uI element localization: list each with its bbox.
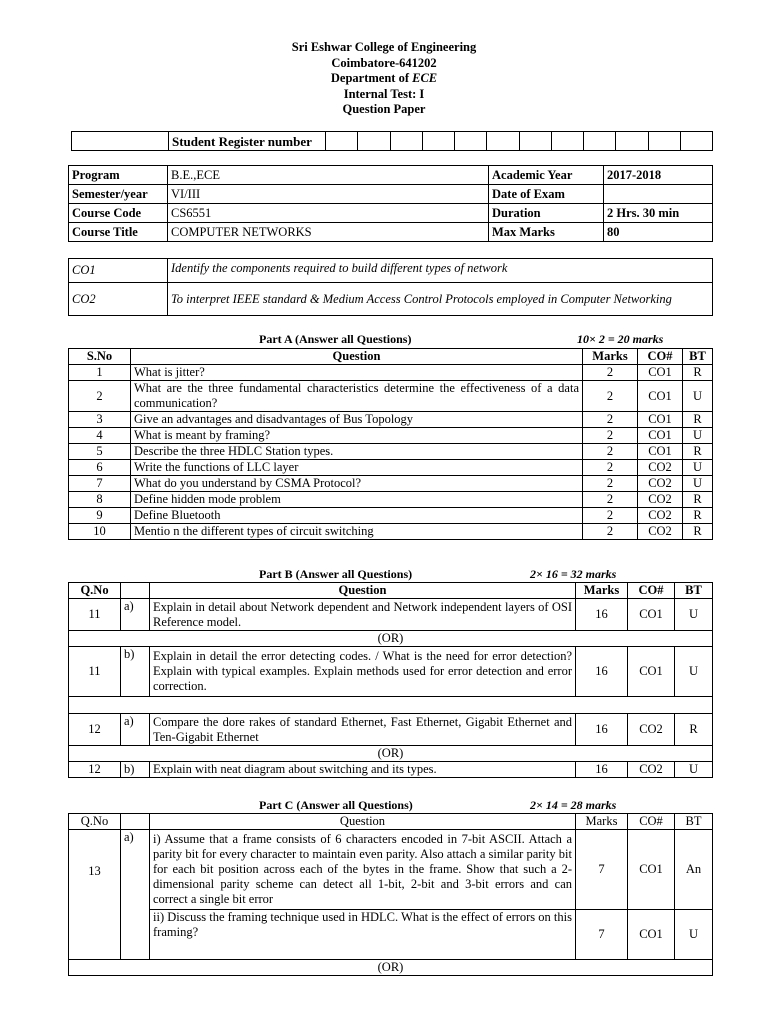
register-table bbox=[71, 131, 713, 151]
semester-label: Semester/year bbox=[69, 185, 168, 204]
question-bt: R bbox=[675, 714, 713, 746]
table-row bbox=[69, 830, 713, 910]
question-text: Write the functions of LLC layer bbox=[131, 460, 583, 476]
paper-header bbox=[0, 40, 768, 118]
register-box[interactable] bbox=[487, 132, 519, 151]
row-number: 3 bbox=[69, 412, 131, 428]
question-text: What is meant by framing? bbox=[131, 428, 583, 444]
register-box[interactable] bbox=[616, 132, 648, 151]
table-row bbox=[69, 381, 713, 412]
or-divider: (OR) bbox=[69, 631, 713, 647]
part-c-header-marks: Marks bbox=[576, 814, 628, 830]
course-title-label: Course Title bbox=[69, 223, 168, 242]
question-marks: 2 bbox=[583, 381, 638, 412]
part-c-header-bt: BT bbox=[675, 814, 713, 830]
question-marks: 2 bbox=[583, 444, 638, 460]
row-number: 9 bbox=[69, 508, 131, 524]
question-bt: U bbox=[675, 647, 713, 697]
part-b-header-marks: Marks bbox=[576, 583, 628, 599]
part-b-table bbox=[68, 582, 713, 778]
question-marks: 2 bbox=[583, 508, 638, 524]
date-of-exam-value bbox=[604, 185, 713, 204]
academic-year-value: 2017-2018 bbox=[604, 166, 713, 185]
part-c-header-co: CO# bbox=[628, 814, 675, 830]
question-text: ii) Discuss the framing technique used in HDLC. What is the effect of errors on this framing? bbox=[150, 910, 576, 960]
question-co: CO1 bbox=[628, 830, 675, 910]
row-number: 5 bbox=[69, 444, 131, 460]
row-number: 6 bbox=[69, 460, 131, 476]
question-co: CO2 bbox=[628, 714, 675, 746]
question-number: 11 bbox=[69, 599, 121, 631]
question-bt: U bbox=[675, 762, 713, 778]
register-box[interactable] bbox=[551, 132, 583, 151]
academic-year-label: Academic Year bbox=[489, 166, 604, 185]
question-co: CO1 bbox=[638, 381, 683, 412]
table-row bbox=[69, 428, 713, 444]
question-co: CO1 bbox=[628, 910, 675, 960]
question-text: Mentio n the different types of circuit switching bbox=[131, 524, 583, 540]
date-of-exam-label: Date of Exam bbox=[489, 185, 604, 204]
question-marks: 16 bbox=[576, 762, 628, 778]
duration-value: 2 Hrs. 30 min bbox=[604, 204, 713, 223]
part-c-header-question: Question bbox=[150, 814, 576, 830]
table-row bbox=[69, 910, 713, 960]
question-bt: R bbox=[683, 412, 713, 428]
course-outcomes-table bbox=[68, 258, 713, 316]
sub-question: b) bbox=[121, 647, 150, 697]
question-bt: R bbox=[683, 524, 713, 540]
row-number: 4 bbox=[69, 428, 131, 444]
question-marks: 2 bbox=[583, 524, 638, 540]
question-number: 11 bbox=[69, 647, 121, 697]
part-a-header-question: Question bbox=[131, 349, 583, 365]
register-box[interactable] bbox=[584, 132, 616, 151]
question-bt: An bbox=[675, 830, 713, 910]
register-box[interactable] bbox=[390, 132, 422, 151]
question-number: 12 bbox=[69, 762, 121, 778]
program-label: Program bbox=[69, 166, 168, 185]
table-row bbox=[69, 647, 713, 697]
table-row bbox=[69, 762, 713, 778]
part-b-header-bt: BT bbox=[675, 583, 713, 599]
question-co: CO1 bbox=[638, 412, 683, 428]
question-co: CO1 bbox=[628, 647, 675, 697]
question-marks: 16 bbox=[576, 599, 628, 631]
course-info-table bbox=[68, 165, 713, 242]
question-text: Define Bluetooth bbox=[131, 508, 583, 524]
part-a-header-co: CO# bbox=[638, 349, 683, 365]
sub-question: a) bbox=[121, 830, 150, 960]
paper-type: Question Paper bbox=[342, 102, 426, 116]
row-number: 1 bbox=[69, 365, 131, 381]
duration-label: Duration bbox=[489, 204, 604, 223]
course-code-label: Course Code bbox=[69, 204, 168, 223]
register-box[interactable] bbox=[358, 132, 390, 151]
question-co: CO1 bbox=[638, 365, 683, 381]
table-row bbox=[69, 524, 713, 540]
course-title-value: COMPUTER NETWORKS bbox=[168, 223, 489, 242]
question-co: CO1 bbox=[628, 599, 675, 631]
register-box[interactable] bbox=[326, 132, 358, 151]
question-co: CO1 bbox=[638, 428, 683, 444]
table-row bbox=[69, 599, 713, 631]
question-bt: U bbox=[683, 476, 713, 492]
question-marks: 16 bbox=[576, 714, 628, 746]
row-number: 10 bbox=[69, 524, 131, 540]
question-marks: 2 bbox=[583, 492, 638, 508]
question-text: Explain with neat diagram about switching and its types. bbox=[150, 762, 576, 778]
register-box[interactable] bbox=[455, 132, 487, 151]
row-number: 7 bbox=[69, 476, 131, 492]
table-row bbox=[69, 508, 713, 524]
table-row bbox=[69, 476, 713, 492]
sub-question: b) bbox=[121, 762, 150, 778]
question-marks: 16 bbox=[576, 647, 628, 697]
register-box[interactable] bbox=[680, 132, 712, 151]
question-co: CO2 bbox=[628, 762, 675, 778]
question-co: CO2 bbox=[638, 492, 683, 508]
question-marks: 2 bbox=[583, 460, 638, 476]
question-text: Explain in detail about Network dependent and Network independent layers of OSI Reference model. bbox=[150, 599, 576, 631]
course-code-value: CS6551 bbox=[168, 204, 489, 223]
question-marks: 7 bbox=[576, 830, 628, 910]
part-a-title: Part A (Answer all Questions) bbox=[259, 332, 412, 346]
question-text: i) Assume that a frame consists of 6 characters encoded in 7-bit ASCII. Attach a parity bit for every character to maintain even parity. Also attach a similar parity bit for each bit position across each of the bytes in the frame. Show that such a 2-dimensional parity scheme can detect all 1-bit, 2-bit and 3-bit errors and can correct a single bit error bbox=[150, 830, 576, 910]
co1-text: Identify the components required to build different types of network bbox=[168, 259, 713, 283]
college-name: Sri Eshwar College of Engineering bbox=[291, 40, 477, 54]
question-text: What do you understand by CSMA Protocol? bbox=[131, 476, 583, 492]
question-marks: 2 bbox=[583, 476, 638, 492]
or-divider: (OR) bbox=[69, 960, 713, 976]
question-bt: U bbox=[675, 599, 713, 631]
question-text: Explain in detail the error detecting codes. / What is the need for error detection? Explain with typical examples. Explain methods used for error detection and error correction. bbox=[150, 647, 576, 697]
semester-value: VI/III bbox=[168, 185, 489, 204]
table-row bbox=[69, 444, 713, 460]
table-row bbox=[69, 714, 713, 746]
question-text: What are the three fundamental characteristics determine the effectiveness of a data communication? bbox=[131, 381, 583, 412]
table-row bbox=[69, 412, 713, 428]
question-marks: 2 bbox=[583, 412, 638, 428]
table-row bbox=[69, 492, 713, 508]
part-b-header-question: Question bbox=[150, 583, 576, 599]
co1-label: CO1 bbox=[69, 259, 168, 283]
question-text: Compare the dore rakes of standard Ethernet, Fast Ethernet, Gigabit Ethernet and Ten-Gigabit Ethernet bbox=[150, 714, 576, 746]
college-city: Coimbatore-641202 bbox=[331, 55, 437, 70]
register-box[interactable] bbox=[519, 132, 551, 151]
question-number: 13 bbox=[69, 830, 121, 960]
register-box[interactable] bbox=[422, 132, 454, 151]
table-row bbox=[69, 365, 713, 381]
part-a-header-marks: Marks bbox=[583, 349, 638, 365]
question-bt: U bbox=[683, 428, 713, 444]
question-marks: 2 bbox=[583, 428, 638, 444]
question-number: 12 bbox=[69, 714, 121, 746]
question-co: CO2 bbox=[638, 524, 683, 540]
question-text: What is jitter? bbox=[131, 365, 583, 381]
max-marks-value: 80 bbox=[604, 223, 713, 242]
question-text: Describe the three HDLC Station types. bbox=[131, 444, 583, 460]
register-box[interactable] bbox=[648, 132, 680, 151]
question-marks: 2 bbox=[583, 365, 638, 381]
question-text: Give an advantages and disadvantages of Bus Topology bbox=[131, 412, 583, 428]
or-divider: (OR) bbox=[69, 746, 713, 762]
question-co: CO2 bbox=[638, 460, 683, 476]
program-value: B.E.,ECE bbox=[168, 166, 489, 185]
row-number: 2 bbox=[69, 381, 131, 412]
part-a-table bbox=[68, 348, 713, 540]
question-marks: 7 bbox=[576, 910, 628, 960]
question-bt: U bbox=[675, 910, 713, 960]
part-a-marks: 10× 2 = 20 marks bbox=[577, 332, 664, 346]
table-row bbox=[69, 460, 713, 476]
row-number: 8 bbox=[69, 492, 131, 508]
sub-question: a) bbox=[121, 714, 150, 746]
part-b-title: Part B (Answer all Questions) bbox=[259, 567, 413, 581]
question-bt: U bbox=[683, 381, 713, 412]
part-c-header-qno: Q.No bbox=[69, 814, 121, 830]
part-b-marks: 2× 16 = 32 marks bbox=[530, 567, 617, 581]
part-c-marks: 2× 14 = 28 marks bbox=[530, 798, 617, 812]
question-text: Define hidden mode problem bbox=[131, 492, 583, 508]
question-bt: R bbox=[683, 508, 713, 524]
question-co: CO2 bbox=[638, 476, 683, 492]
question-bt: R bbox=[683, 444, 713, 460]
department-prefix: Department of bbox=[330, 71, 413, 85]
part-b-header-co: CO# bbox=[628, 583, 675, 599]
question-bt: R bbox=[683, 492, 713, 508]
max-marks-label: Max Marks bbox=[489, 223, 604, 242]
question-bt: R bbox=[683, 365, 713, 381]
register-label: Student Register number bbox=[169, 132, 326, 151]
part-c-title: Part C (Answer all Questions) bbox=[259, 798, 413, 812]
test-name: Internal Test: I bbox=[343, 86, 425, 101]
part-a-header-sno: S.No bbox=[69, 349, 131, 365]
part-a-header-bt: BT bbox=[683, 349, 713, 365]
question-bt: U bbox=[683, 460, 713, 476]
question-co: CO2 bbox=[638, 508, 683, 524]
question-co: CO1 bbox=[638, 444, 683, 460]
department-name: ECE bbox=[412, 71, 438, 85]
department bbox=[0, 71, 768, 87]
part-b-header-qno: Q.No bbox=[69, 583, 121, 599]
sub-question: a) bbox=[121, 599, 150, 631]
co2-text: To interpret IEEE standard & Medium Access Control Protocols employed in Computer Networking bbox=[168, 283, 713, 316]
part-c-table bbox=[68, 813, 713, 976]
co2-label: CO2 bbox=[69, 283, 168, 316]
